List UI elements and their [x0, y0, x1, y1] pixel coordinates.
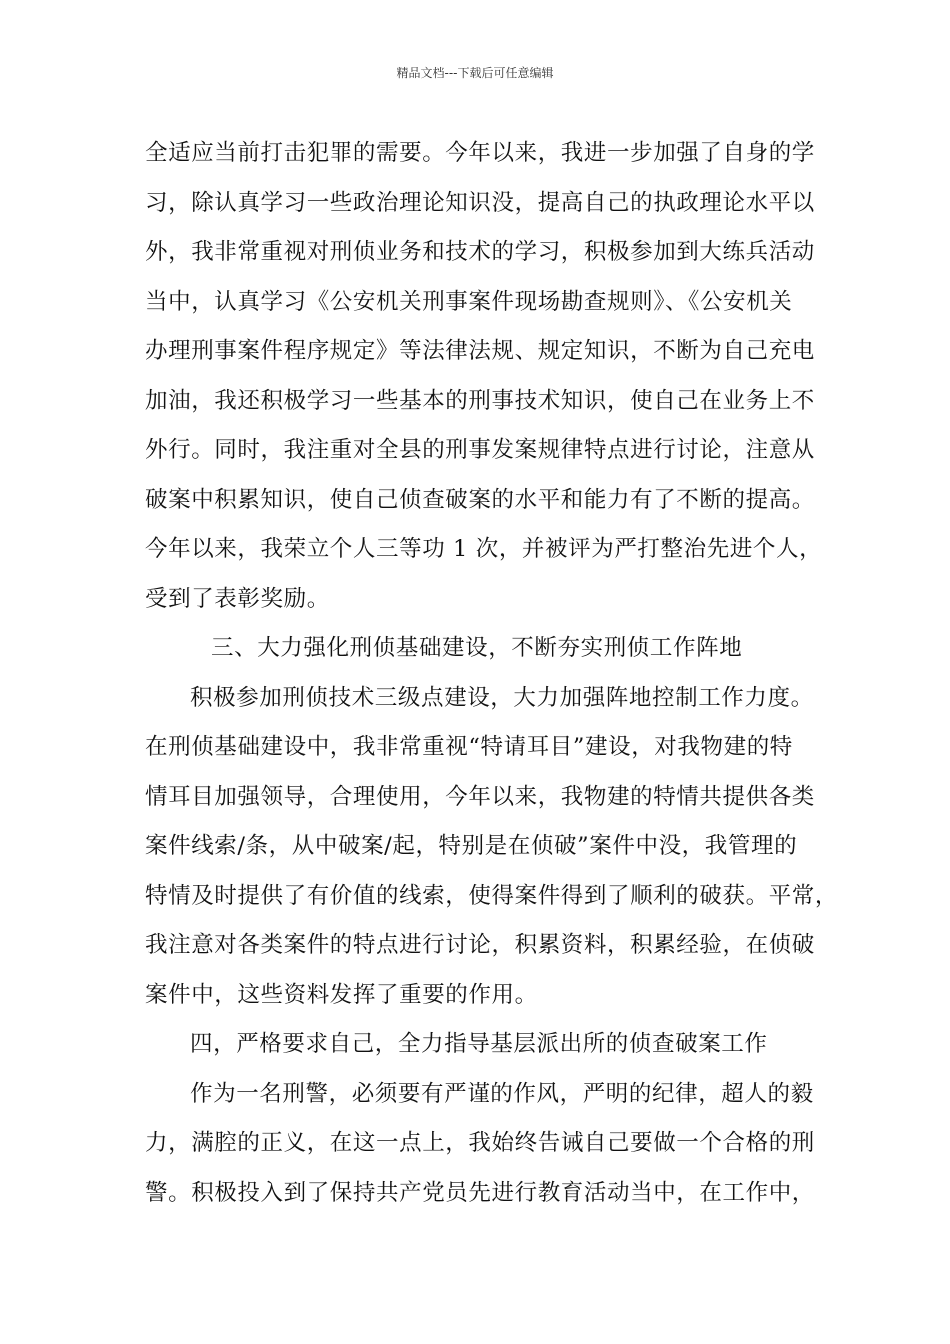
- paragraph-start: 作为一名刑警，必须要有严谨的作风，严明的纪律，超人的毅: [190, 1080, 814, 1107]
- text-line: 加油，我还积极学习一些基本的刑事技术知识，使自己在业务上不: [145, 387, 815, 414]
- text-line: 习，除认真学习一些政治理论知识没，提高自己的执政理论水平以: [145, 189, 815, 216]
- text-line: 情耳目加强领导，合理使用，今年以来，我物建的特情共提供各类: [145, 783, 815, 810]
- text-line: 受到了表彰奖励。: [145, 585, 330, 612]
- section-heading-3: 三、大力强化刑侦基础建设，不断夯实刑侦工作阵地: [211, 635, 743, 661]
- section-heading-4: 四，严格要求自己，全力指导基层派出所的侦查破案工作: [190, 1031, 768, 1057]
- text-line: 力，满腔的正义，在这一点上，我始终告诫自己要做一个合格的刑: [145, 1130, 815, 1156]
- text-line: 特情及时提供了有价值的线索，使得案件得到了顺利的破获。平常，: [145, 882, 839, 909]
- text-line: 外行。同时，我注重对全县的刑事发案规律特点进行讨论，注意从: [145, 437, 815, 463]
- text-line: 我注意对各类案件的特点进行讨论，积累资料，积累经验，在侦破: [145, 932, 815, 958]
- text-line: 破案中积累知识，使自己侦查破案的水平和能力有了不断的提高。: [145, 486, 815, 513]
- paragraph-start: 积极参加刑侦技术三级点建设，大力加强阵地控制工作力度。: [190, 684, 814, 711]
- text-line: 在刑侦基础建设中，我非常重视“特请耳目”建设，对我物建的特: [145, 734, 793, 760]
- text-line: 今年以来，我荣立个人三等功 1 次，并被评为严打整治先进个人，: [145, 536, 823, 562]
- text-line: 办理刑事案件程序规定》等法律法规、规定知识，不断为自己充电: [145, 338, 815, 364]
- text-line: 当中，认真学习《公安机关刑事案件现场勘查规则》、《公安机关: [145, 288, 793, 315]
- text-line: 案件中，这些资料发挥了重要的作用。: [145, 981, 538, 1008]
- document-body: [145, 129, 839, 1218]
- text-line: 全适应当前打击犯罪的需要。今年以来，我进一步加强了自身的学: [145, 140, 815, 166]
- text-line: 外，我非常重视对刑侦业务和技术的学习，积极参加到大练兵活动: [145, 239, 815, 265]
- text-line: 案件线索/条，从中破案/起，特别是在侦破”案件中没，我管理的: [145, 833, 798, 859]
- page-header: 精品文档---下载后可任意编辑: [396, 66, 554, 80]
- text-line: 警。积极投入到了保持共产党员先进行教育活动当中，在工作中，: [145, 1179, 815, 1206]
